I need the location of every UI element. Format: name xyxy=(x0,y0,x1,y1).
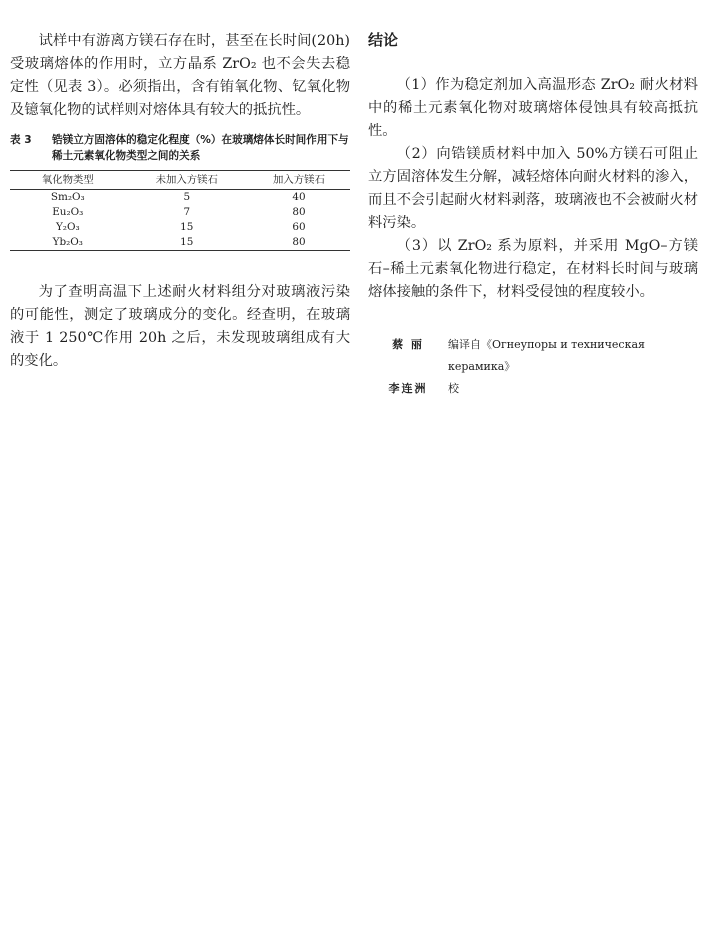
body-paragraph: 试样中有游离方镁石存在时，甚至在长时间(20h)受玻璃熔体的作用时，立方晶系 ZrO₂ 也不会失去稳定性（见表 3）。必须指出，含有铕氧化物、钇氧化物及镱氧化物的试样则对熔体具有较大的抵抗性。 xyxy=(10,33,350,118)
column-header: 氧化物类型 xyxy=(10,171,126,190)
table-cell: Sm₂O₃ xyxy=(50,191,85,203)
proofreader-credit xyxy=(368,378,698,400)
table-cell: 40 xyxy=(292,191,306,203)
conclusion-point: （3）以 ZrO₂ 系为原料，并采用 MgO–方镁石–稀土元素氧化物进行稳定，在材料长时间与玻璃熔体接触的条件下，材料受侵蚀的程度较小。 xyxy=(368,238,698,300)
table-cell: Y₂O₃ xyxy=(55,221,80,233)
left-column xyxy=(10,30,350,373)
proofreader-role: 校 xyxy=(448,382,459,395)
table-caption xyxy=(10,132,350,164)
proofreader-name: 李连洲 xyxy=(388,382,428,395)
table-cell: Eu₂O₃ xyxy=(52,206,84,218)
table-3 xyxy=(10,132,350,251)
table-row xyxy=(10,235,350,251)
translator-name: 蔡 丽 xyxy=(392,338,424,351)
table-row xyxy=(10,220,350,235)
data-table xyxy=(10,170,350,251)
table-cell: 80 xyxy=(292,236,306,248)
right-column xyxy=(368,30,698,400)
translator-source-continued: керамика》 xyxy=(448,360,516,373)
conclusion-point: （1）作为稳定剂加入高温形态 ZrO₂ 耐火材料中的稀土元素氧化物对玻璃熔体侵蚀具有较高抵抗性。 xyxy=(368,77,698,139)
table-cell: 80 xyxy=(292,206,306,218)
table-row xyxy=(10,205,350,220)
column-header: 未加入方镁石 xyxy=(126,171,248,190)
table-cell: 15 xyxy=(180,221,194,233)
conclusion-point: （2）向锆镁质材料中加入 50%方镁石可阻止立方固溶体发生分解，减轻熔体向耐火材料的渗入，而且不会引起耐火材料剥落，玻璃液也不会被耐火材料污染。 xyxy=(368,146,698,231)
body-paragraph: 为了查明高温下上述耐火材料组分对玻璃液污染的可能性，测定了玻璃成分的变化。经查明，在玻璃液于 1 250℃作用 20h 之后，未发现玻璃组成有大的变化。 xyxy=(10,284,350,369)
column-header: 加入方镁石 xyxy=(248,171,350,190)
table-row xyxy=(10,190,350,206)
translator-credit xyxy=(368,334,698,356)
translator-source: 编译自《Огнеупоры и техническая xyxy=(448,338,645,351)
table-cell: 15 xyxy=(180,236,194,248)
table-title: 锆镁立方固溶体的稳定化程度（%）在玻璃熔体长时间作用下与稀土元素氧化物类型之间的关系 xyxy=(52,134,349,162)
table-cell: 7 xyxy=(183,206,191,218)
table-cell: Yb₂O₃ xyxy=(52,236,83,248)
table-cell: 60 xyxy=(292,221,306,233)
credits-block xyxy=(368,334,698,400)
table-cell: 5 xyxy=(183,191,191,203)
table-header-row xyxy=(10,171,350,190)
table-label: 表 3 xyxy=(10,134,32,146)
section-heading: 结论 xyxy=(368,31,399,49)
